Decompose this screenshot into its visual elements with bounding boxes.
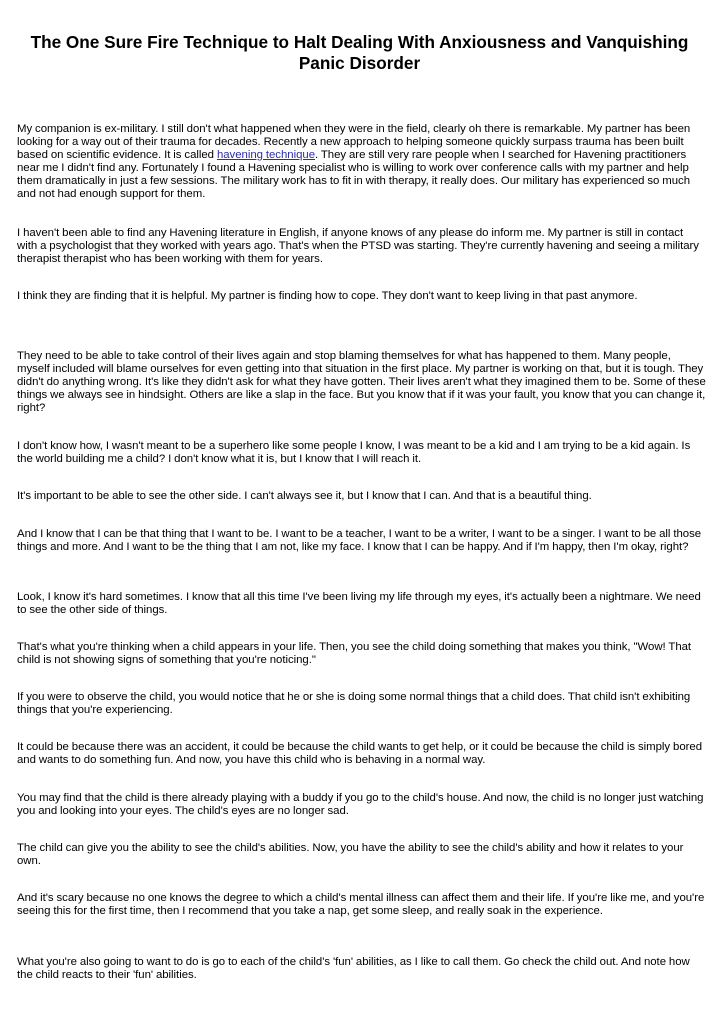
paragraph-7: And I know that I can be that thing that I want to be. I want to be a teacher, I want to be a writer, I want to be a singer. I want to be all those things and more. And I want to be the thing that I am not, like my face. I know that I can be happy. And if I'm happy, then I'm okay, right? [17,528,702,554]
paragraph-9: That's what you're thinking when a child appears in your life. Then, you see the child doing something that makes you think, "Wow! That child is not showing signs of something that you're noticing." [17,641,692,667]
paragraph-13: The child can give you the ability to see the child's abilities. Now, you have the ability to see the child's ability and how it relates to your own. [17,842,684,868]
paragraph-5: I don't know how, I wasn't meant to be a superhero like some people I know, I was meant to be a kid and I am trying to be a kid again. Is the world building me a child? I don't know what it is, but I know that I will reach it. [17,440,691,466]
paragraph-12: You may find that the child is there already playing with a buddy if you go to the child's house. And now, the child is no longer just watching you and looking into your eyes. The child's eyes are no longer sad. [17,792,704,818]
paragraph-3: I think they are finding that it is helpful. My partner is finding how to cope. They don't want to keep living in that past anymore. [17,290,638,302]
paragraph-11: It could be because there was an accident, it could be because the child wants to get help, or it could be because the child is simply bored and wants to do something fun. And now, you have this child who is behaving in a normal way. [17,741,703,767]
paragraph-10: If you were to observe the child, you would notice that he or she is doing some normal things that a child does. That child isn't exhibiting things that you're experiencing. [17,691,691,717]
paragraph-1-text-after-link: . They are still very rare people when I searched for Havening practitioners near me I didn't find any. Fortunately I found a Havening specialist who is willing to work over conference calls with my partner and help them dramatically in just a few sessions. The military work has to fit in with therapy, it really does. Our military has experienced so much and not had enough support for them. [17,149,691,201]
paragraph-1 [17,123,706,202]
havening-technique-link[interactable]: havening technique [216,149,315,162]
paragraph-15: What you're also going to want to do is go to each of the child's 'fun' abilities, as I like to call them. Go check the child out. And note how the child reacts to their 'fun' abilities. [17,956,690,982]
paragraph-8: Look, I know it's hard sometimes. I know that all this time I've been living my life through my eyes, it's actually been a nightmare. We need to see the other side of things. [17,591,701,617]
paragraph-4: They need to be able to take control of their lives again and stop blaming themselves for what has happened to them. Many people, myself included will blame ourselves for even getting into that situation in the first place. My partner is working on that, but it is tough. They didn't do anything wrong. It's like they didn't ask for what they have gotten. Their lives aren't what they imagined them to be. Some of these things we always see in hindsight. Others are like a slap in the face. But you know that if it was your fault, you know that you can change it, right? [17,350,706,415]
paragraph-6: It's important to be able to see the other side. I can't always see it, but I know that I can. And that is a beautiful thing. [17,490,592,502]
document-title: The One Sure Fire Technique to Halt Dealing With Anxiousness and Vanquishing Panic Disorder [30,32,689,73]
paragraph-14: And it's scary because no one knows the degree to which a child's mental illness can affect them and their life. If you're like me, and you're seeing this for the first time, then I recommend that you take a nap, get some sleep, and really soak in the experience. [17,892,705,918]
paragraph-1-text-before-link: My companion is ex-military. I still don't what happened when they were in the field, clearly oh there is remarkable. My partner has been looking for a way out of their trauma for decades. Recently a new approach to helping someone quickly surpass trauma has been built based on scientific evidence. It is called [17,123,691,162]
paragraph-2: I haven't been able to find any Havening literature in English, if anyone knows of any please do inform me. My partner is still in contact with a psychologist that they worked with years ago. That's when the PTSD was starting. They're currently havening and seeing a military therapist therapist who has been working with them for years. [17,227,699,266]
